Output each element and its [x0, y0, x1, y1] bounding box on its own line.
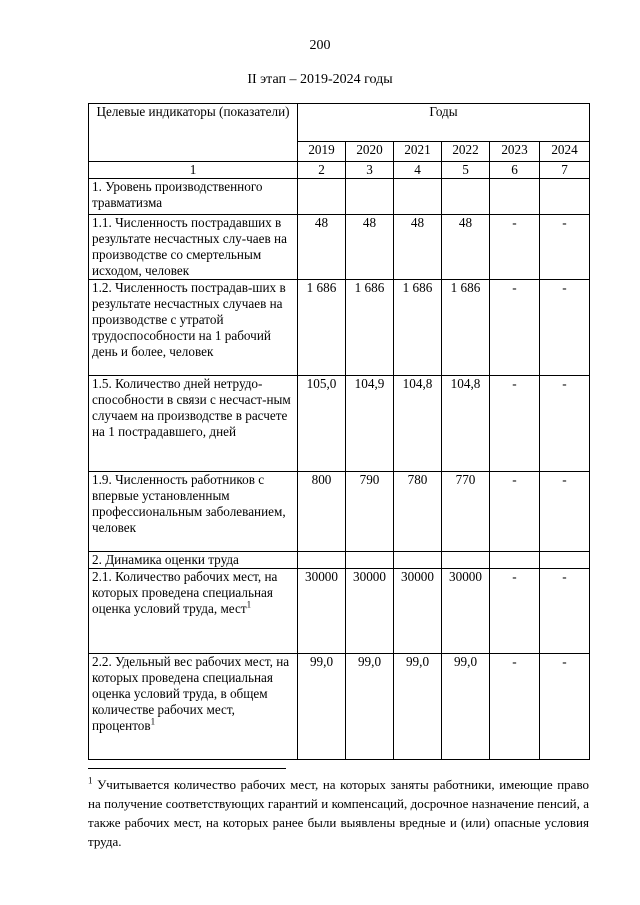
footnote-text: Учитывается количество рабочих мест, на которых заняты работники, имеющие право на получение соответствующих гарантий и компенсаций, досрочное назначение пенсий, а также рабочих мест, на которых ранее были выявлены вредные и (или) опасные условия труда. [88, 777, 589, 849]
value-cell [394, 179, 442, 215]
value-cell [298, 552, 346, 569]
footnote-ref: 1 [246, 599, 252, 610]
value-cell [298, 179, 346, 215]
year-2019: 2019 [298, 142, 346, 162]
year-2020: 2020 [346, 142, 394, 162]
value-cell [490, 552, 540, 569]
indicators-table [88, 103, 590, 760]
section-row [89, 552, 590, 569]
value-cell: 99,0 [298, 654, 346, 760]
footnote-mark: 1 [88, 775, 93, 786]
footnote [88, 775, 589, 851]
value-cell: 1 686 [346, 280, 394, 376]
value-cell: - [490, 654, 540, 760]
indicator-label: 2.2. Удельный вес рабочих мест, на которых проведена специальная оценка условий труда, в общем количестве рабочих мест, процентов [92, 654, 290, 733]
indicator-label: 1.2. Численность пострадав-ших в результате несчастных случаев на производстве с утратой трудоспособности на 1 рабочий день и более, человек [92, 280, 286, 359]
indicator-label: 1.9. Численность работников с впервые установленным профессиональным заболеванием, человек [92, 472, 286, 535]
value-cell: 30000 [394, 569, 442, 654]
value-cell: 30000 [346, 569, 394, 654]
footnote-ref: 1 [150, 716, 156, 727]
table-row [89, 654, 590, 760]
value-cell: - [540, 280, 590, 376]
value-cell: - [540, 376, 590, 472]
value-cell [442, 179, 490, 215]
table-row [89, 280, 590, 376]
value-cell: 1 686 [442, 280, 490, 376]
value-cell: 48 [442, 215, 490, 280]
value-cell [346, 552, 394, 569]
value-cell: - [490, 280, 540, 376]
indicator-label: 2. Динамика оценки труда [92, 552, 239, 567]
value-cell: 99,0 [442, 654, 490, 760]
value-cell: 99,0 [346, 654, 394, 760]
value-cell: 30000 [298, 569, 346, 654]
indicator-cell [89, 569, 298, 654]
value-cell: - [540, 654, 590, 760]
table-row [89, 472, 590, 552]
value-cell [540, 552, 590, 569]
value-cell: 104,8 [394, 376, 442, 472]
indicator-cell [89, 376, 298, 472]
indicator-cell [89, 179, 298, 215]
value-cell: 104,8 [442, 376, 490, 472]
footnote-divider [88, 768, 286, 769]
indicator-label: 1.1. Численность пострадавших в результате несчастных слу-чаев на производстве со смертельным исходом, человек [92, 215, 287, 278]
year-2023: 2023 [490, 142, 540, 162]
table-row [89, 569, 590, 654]
header-indicator: Целевые индикаторы (показатели) [89, 104, 298, 162]
indicator-cell [89, 215, 298, 280]
value-cell: 99,0 [394, 654, 442, 760]
col-number: 5 [442, 162, 490, 179]
value-cell: 800 [298, 472, 346, 552]
col-number: 7 [540, 162, 590, 179]
value-cell: - [540, 569, 590, 654]
value-cell: - [490, 569, 540, 654]
year-2024: 2024 [540, 142, 590, 162]
value-cell: 30000 [442, 569, 490, 654]
year-2022: 2022 [442, 142, 490, 162]
col-number: 4 [394, 162, 442, 179]
col-number: 3 [346, 162, 394, 179]
value-cell: - [490, 376, 540, 472]
value-cell [346, 179, 394, 215]
value-cell: 48 [346, 215, 394, 280]
value-cell: 790 [346, 472, 394, 552]
indicator-label: 1.5. Количество дней нетрудо-способности в связи с несчаст-ным случаем на производстве в расчете на 1 пострадавшего, дней [92, 376, 291, 439]
indicator-cell [89, 472, 298, 552]
value-cell: 780 [394, 472, 442, 552]
value-cell [442, 552, 490, 569]
value-cell: - [540, 472, 590, 552]
indicator-label: 2.1. Количество рабочих мест, на которых проведена специальная оценка условий труда, мест [92, 569, 278, 616]
table-row [89, 215, 590, 280]
value-cell [394, 552, 442, 569]
section-row [89, 179, 590, 215]
indicator-cell [89, 552, 298, 569]
indicator-label: 1. Уровень производственного травматизма [92, 179, 263, 210]
value-cell: 105,0 [298, 376, 346, 472]
stage-title: II этап – 2019-2024 годы [247, 72, 393, 87]
table-row [89, 376, 590, 472]
page-number: 200 [309, 38, 331, 53]
value-cell: - [490, 472, 540, 552]
header-years: Годы [298, 104, 590, 142]
col-number: 1 [89, 162, 298, 179]
col-number: 6 [490, 162, 540, 179]
value-cell: 770 [442, 472, 490, 552]
value-cell: 48 [298, 215, 346, 280]
indicator-cell [89, 654, 298, 760]
value-cell: - [540, 215, 590, 280]
value-cell [540, 179, 590, 215]
value-cell: 104,9 [346, 376, 394, 472]
value-cell [490, 179, 540, 215]
value-cell: 1 686 [394, 280, 442, 376]
value-cell: - [490, 215, 540, 280]
value-cell: 48 [394, 215, 442, 280]
year-2021: 2021 [394, 142, 442, 162]
indicator-cell [89, 280, 298, 376]
col-number: 2 [298, 162, 346, 179]
value-cell: 1 686 [298, 280, 346, 376]
